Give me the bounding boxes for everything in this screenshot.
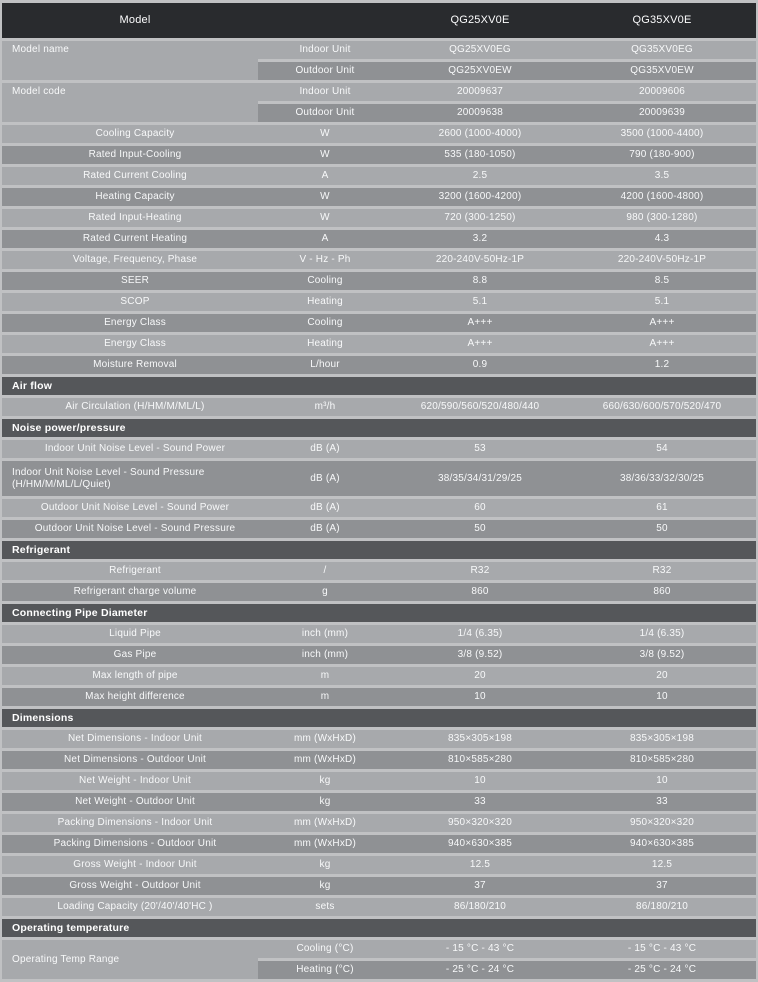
row-value-col2: 20009606 [638, 86, 686, 98]
row-value-col1: 37 [474, 880, 486, 892]
row-label: Indoor Unit Noise Level - Sound Pressure (H/HM/M/ML/L/Quiet) [12, 467, 205, 490]
table-header-row [2, 3, 756, 38]
row-value-col1: 10 [474, 775, 486, 787]
row-value-col2: 4200 (1600-4800) [620, 191, 704, 203]
row-value-col2: 20 [656, 670, 668, 682]
spec-row [2, 293, 756, 311]
row-unit: Heating [307, 338, 343, 350]
spec-row [2, 877, 756, 895]
row-value-col1: 0.9 [472, 359, 488, 371]
row-unit: mm (WxHxD) [294, 817, 356, 829]
row-label: Liquid Pipe [109, 628, 161, 640]
row-label: Net Dimensions - Outdoor Unit [64, 754, 206, 766]
group-row [258, 104, 756, 122]
row-label: Gross Weight - Outdoor Unit [69, 880, 201, 892]
group-rows [258, 940, 756, 979]
row-value-col1: 950×320×320 [448, 817, 512, 829]
row-label: Loading Capacity (20'/40'/40'HC ) [57, 901, 213, 913]
row-value-col1: 53 [474, 443, 486, 455]
spec-row [2, 898, 756, 916]
row-value-col1: 50 [474, 523, 486, 535]
row-value-col2: 54 [656, 443, 668, 455]
row-unit: L/hour [310, 359, 340, 371]
row-value-col1: 835×305×198 [448, 733, 512, 745]
group-rows [258, 41, 756, 80]
row-unit: kg [319, 880, 331, 892]
row-value-col1: 38/35/34/31/29/25 [437, 472, 523, 484]
group-row [258, 940, 756, 958]
row-unit: W [320, 128, 330, 140]
spec-group [2, 940, 756, 979]
row-value-col1: 10 [474, 691, 486, 703]
row-value-col2: 950×320×320 [630, 817, 694, 829]
row-label: Voltage, Frequency, Phase [72, 254, 198, 266]
group-label: Model code [2, 83, 258, 122]
row-unit: inch (mm) [301, 628, 349, 640]
row-value-col1: R32 [470, 565, 490, 577]
spec-row [2, 730, 756, 748]
spec-row [2, 167, 756, 185]
table-body [2, 41, 756, 979]
row-label: Outdoor Unit Noise Level - Sound Power [40, 502, 230, 514]
row-value-col2: 3500 (1000-4400) [620, 128, 704, 140]
row-value-col1: A+++ [467, 317, 493, 329]
row-value-col1: 3200 (1600-4200) [438, 191, 522, 203]
group-label: Model name [2, 41, 258, 80]
row-value-col1: 620/590/560/520/480/440 [420, 401, 540, 413]
row-value-col2: 660/630/600/570/520/470 [602, 401, 722, 413]
header-model-col1: QG25XV0E [450, 14, 510, 27]
row-unit: / [323, 565, 327, 577]
spec-group [2, 83, 756, 122]
row-unit: W [320, 149, 330, 161]
section-title: Noise power/pressure [12, 422, 126, 434]
row-value-col2: 5.1 [654, 296, 670, 308]
row-value-col1: 33 [474, 796, 486, 808]
row-value-col1: 60 [474, 502, 486, 514]
spec-row [2, 230, 756, 248]
spec-row [2, 251, 756, 269]
row-value-col2: 940×630×385 [630, 838, 694, 850]
row-value-col1: A+++ [467, 338, 493, 350]
spec-row [2, 625, 756, 643]
row-unit: A [321, 233, 329, 245]
spec-row [2, 562, 756, 580]
spec-row [2, 314, 756, 332]
section-title: Refrigerant [12, 544, 71, 556]
spec-row [2, 146, 756, 164]
row-label: Rated Current Cooling [83, 170, 187, 182]
row-label: Moisture Removal [93, 359, 177, 371]
row-unit: mm (WxHxD) [294, 733, 356, 745]
row-unit: Heating [307, 296, 343, 308]
row-value-col2: 220-240V-50Hz-1P [617, 254, 707, 266]
row-unit: dB (A) [310, 523, 340, 535]
header-model-col2: QG35XV0E [632, 14, 692, 27]
row-unit: Indoor Unit [299, 86, 351, 98]
row-label: SEER [120, 275, 150, 287]
row-value-col1: 20 [474, 670, 486, 682]
row-unit: Cooling (°C) [296, 943, 354, 955]
row-unit: m [320, 691, 330, 703]
row-value-col1: 3.2 [472, 233, 488, 245]
row-unit: sets [315, 901, 335, 913]
row-value-col1: 20009638 [456, 107, 504, 119]
group-row [258, 83, 756, 101]
row-value-col2: 980 (300-1280) [626, 212, 698, 224]
section-header [2, 541, 756, 559]
row-label: SCOP [120, 296, 150, 308]
row-value-col2: 8.5 [654, 275, 670, 287]
row-value-col1: 86/180/210 [453, 901, 507, 913]
row-value-col1: 12.5 [469, 859, 491, 871]
group-rows [258, 83, 756, 122]
row-value-col2: 20009639 [638, 107, 686, 119]
row-value-col2: 4.3 [654, 233, 670, 245]
row-value-col1: 2.5 [472, 170, 488, 182]
row-value-col1: 8.8 [472, 275, 488, 287]
group-label: Operating Temp Range [2, 940, 258, 979]
row-value-col1: - 15 °C - 43 °C [445, 943, 515, 955]
row-value-col2: 810×585×280 [630, 754, 694, 766]
section-header [2, 604, 756, 622]
spec-row [2, 356, 756, 374]
row-unit: W [320, 191, 330, 203]
spec-row [2, 125, 756, 143]
spec-row [2, 461, 756, 496]
row-value-col2: A+++ [649, 338, 675, 350]
row-value-col1: QG25XV0EG [449, 44, 511, 56]
row-value-col1: 720 (300-1250) [444, 212, 516, 224]
section-title: Connecting Pipe Diameter [12, 607, 148, 619]
row-unit: Heating (°C) [296, 964, 354, 976]
row-label: Packing Dimensions - Outdoor Unit [53, 838, 217, 850]
spec-row [2, 835, 756, 853]
row-label: Heating Capacity [95, 191, 175, 203]
row-label: Refrigerant [109, 565, 161, 577]
row-value-col2: 3/8 (9.52) [639, 649, 685, 661]
row-value-col1: 940×630×385 [448, 838, 512, 850]
row-value-col2: 790 (180-900) [629, 149, 695, 161]
row-value-col1: 2600 (1000-4000) [438, 128, 522, 140]
row-label: Max length of pipe [92, 670, 178, 682]
row-value-col2: R32 [652, 565, 672, 577]
row-label: Packing Dimensions - Indoor Unit [57, 817, 213, 829]
spec-row [2, 499, 756, 517]
row-label: Energy Class [104, 317, 166, 329]
spec-row [2, 335, 756, 353]
spec-row [2, 272, 756, 290]
section-header [2, 709, 756, 727]
row-value-col1: 1/4 (6.35) [457, 628, 503, 640]
row-value-col1: QG25XV0EW [448, 65, 512, 77]
section-header [2, 377, 756, 395]
row-unit: V - Hz - Ph [299, 254, 351, 266]
row-unit: mm (WxHxD) [294, 838, 356, 850]
row-value-col2: 33 [656, 796, 668, 808]
row-label: Net Weight - Outdoor Unit [75, 796, 195, 808]
section-title: Air flow [12, 380, 53, 392]
group-row [258, 961, 756, 979]
spec-row [2, 209, 756, 227]
row-value-col2: 61 [656, 502, 668, 514]
row-unit: Cooling [307, 275, 343, 287]
row-value-col1: 20009637 [456, 86, 504, 98]
row-value-col2: - 15 °C - 43 °C [627, 943, 697, 955]
row-value-col1: 535 (180-1050) [444, 149, 516, 161]
row-value-col1: 3/8 (9.52) [457, 649, 503, 661]
group-row [258, 62, 756, 80]
row-label: Gas Pipe [113, 649, 157, 661]
spec-row [2, 398, 756, 416]
spec-row [2, 646, 756, 664]
row-unit: Indoor Unit [299, 44, 351, 56]
spec-row [2, 667, 756, 685]
spec-row [2, 793, 756, 811]
row-unit: kg [319, 859, 331, 871]
row-label: Gross Weight - Indoor Unit [73, 859, 197, 871]
row-value-col2: 12.5 [651, 859, 673, 871]
row-unit: Outdoor Unit [295, 65, 355, 77]
row-value-col1: 220-240V-50Hz-1P [435, 254, 525, 266]
spec-row [2, 583, 756, 601]
spec-row [2, 814, 756, 832]
row-label: Net Weight - Indoor Unit [79, 775, 191, 787]
row-value-col2: A+++ [649, 317, 675, 329]
row-value-col2: 38/36/33/32/30/25 [619, 472, 705, 484]
spec-row [2, 751, 756, 769]
row-unit: kg [319, 775, 331, 787]
spec-row [2, 520, 756, 538]
spec-row [2, 440, 756, 458]
row-unit: Cooling [307, 317, 343, 329]
group-row [258, 41, 756, 59]
row-value-col2: 1.2 [654, 359, 670, 371]
row-label: Refrigerant charge volume [73, 586, 197, 598]
spec-row [2, 856, 756, 874]
row-label: Max height difference [85, 691, 185, 703]
row-value-col2: 37 [656, 880, 668, 892]
row-value-col2: 10 [656, 691, 668, 703]
row-label: Air Circulation (H/HM/M/ML/L) [65, 401, 205, 413]
row-unit: m³/h [314, 401, 336, 413]
row-unit: A [321, 170, 329, 182]
row-label: Outdoor Unit Noise Level - Sound Pressure [34, 523, 236, 535]
row-value-col2: 3.5 [654, 170, 670, 182]
spec-group [2, 41, 756, 80]
row-value-col2: 1/4 (6.35) [639, 628, 685, 640]
row-label: Rated Input-Heating [88, 212, 182, 224]
row-value-col2: QG35XV0EW [630, 65, 694, 77]
row-unit: m [320, 670, 330, 682]
row-label: Rated Input-Cooling [88, 149, 182, 161]
row-value-col2: 86/180/210 [635, 901, 689, 913]
row-unit: kg [319, 796, 331, 808]
row-unit: dB (A) [310, 472, 340, 484]
row-unit: W [320, 212, 330, 224]
row-unit: inch (mm) [301, 649, 349, 661]
section-header [2, 919, 756, 937]
spec-row [2, 688, 756, 706]
row-unit: g [322, 586, 328, 598]
row-unit: mm (WxHxD) [294, 754, 356, 766]
section-title: Operating temperature [12, 922, 130, 934]
row-value-col2: QG35XV0EG [631, 44, 693, 56]
row-unit: Outdoor Unit [295, 107, 355, 119]
row-label: Net Dimensions - Indoor Unit [68, 733, 202, 745]
row-label: Cooling Capacity [95, 128, 175, 140]
spec-row [2, 188, 756, 206]
spec-row [2, 772, 756, 790]
row-value-col2: 10 [656, 775, 668, 787]
row-label: Energy Class [104, 338, 166, 350]
row-label: Rated Current Heating [82, 233, 188, 245]
row-value-col2: 50 [656, 523, 668, 535]
row-value-col1: 860 [471, 586, 489, 598]
row-value-col2: 860 [653, 586, 671, 598]
section-title: Dimensions [12, 712, 74, 724]
row-value-col1: 810×585×280 [448, 754, 512, 766]
section-header [2, 419, 756, 437]
row-value-col1: 5.1 [472, 296, 488, 308]
row-value-col1: - 25 °C - 24 °C [445, 964, 515, 976]
row-label: Indoor Unit Noise Level - Sound Power [44, 443, 226, 455]
row-unit: dB (A) [310, 502, 340, 514]
row-value-col2: - 25 °C - 24 °C [627, 964, 697, 976]
row-value-col2: 835×305×198 [630, 733, 694, 745]
row-unit: dB (A) [310, 443, 340, 455]
header-model-label: Model [119, 14, 151, 27]
